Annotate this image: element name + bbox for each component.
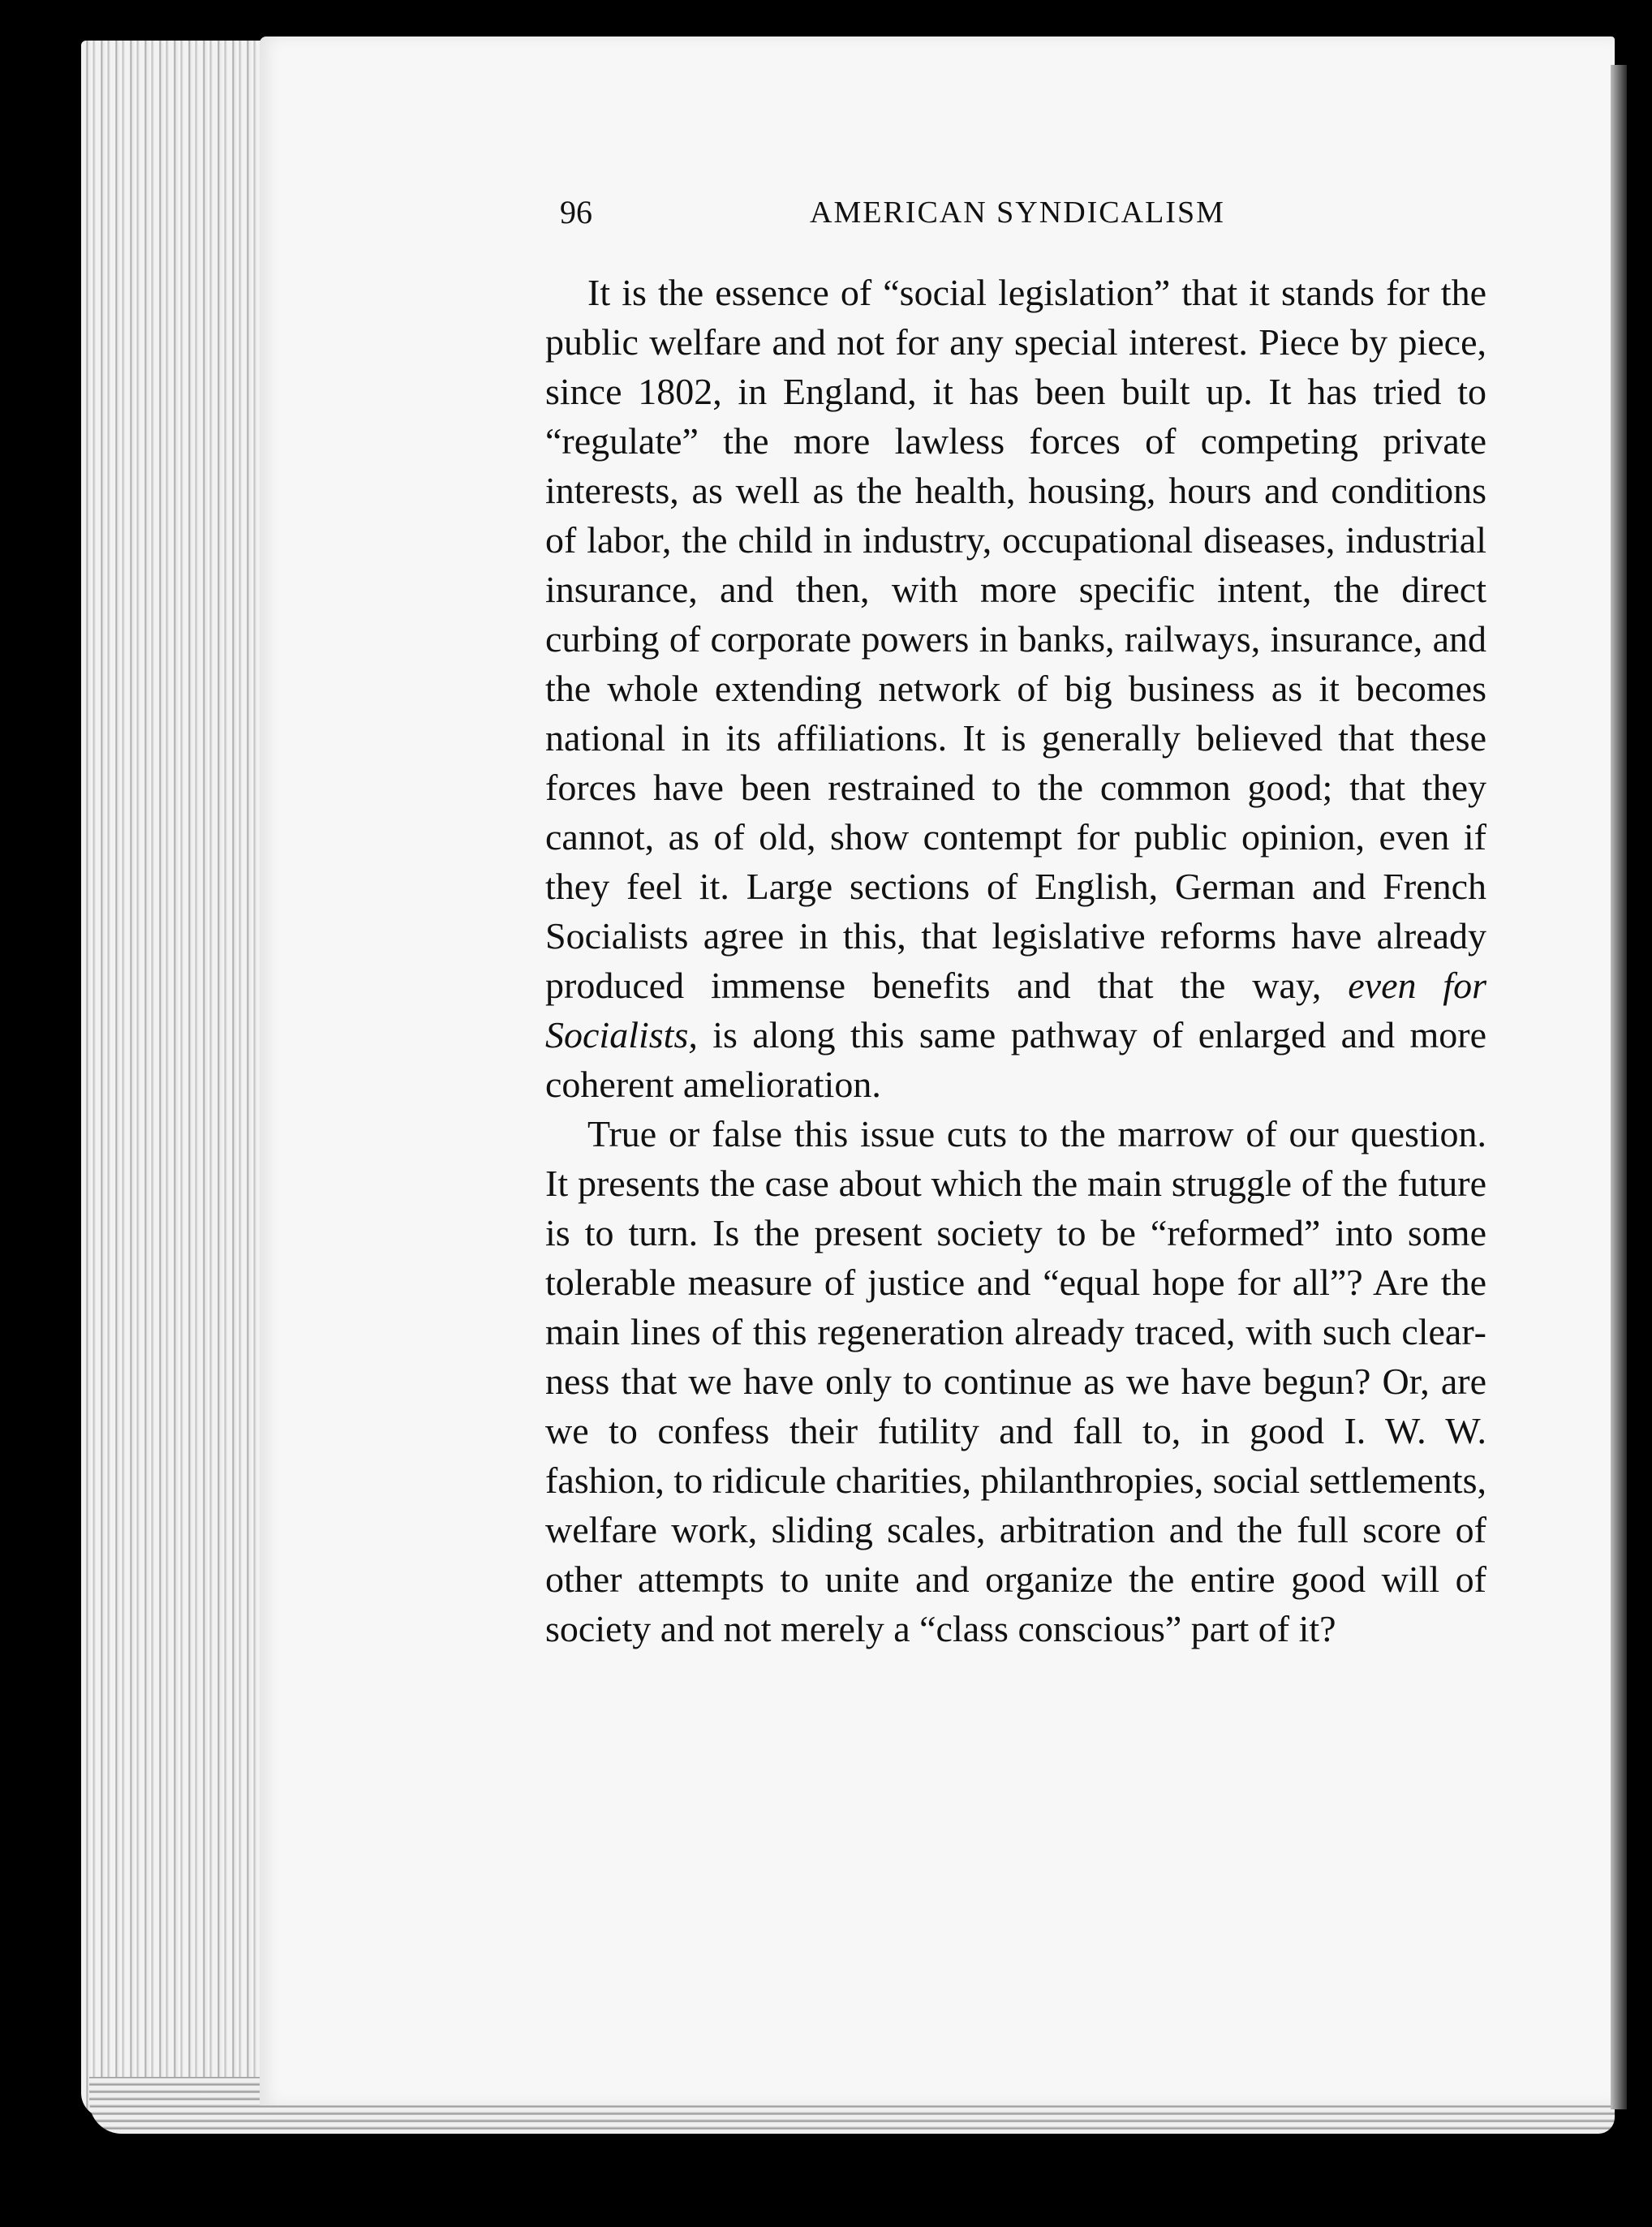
page-edges-left bbox=[81, 41, 276, 2117]
paragraph-2: True or false this issue cuts to the marrow of our question. It presents the case about which the main struggle of the future is to turn. Is the present society to be “reformed” into some tolerable measure of justice and “equal hope for all”? Are the main lines of this regeneration already traced, with such clearness that we have only to continue as we have begun? Or, are we to confess their futility and fall to, in good I. W. W. fashion, to ridicule charities, philanthropies, social settlements, welfare work, sliding scales, arbitration and the full score of other attempts to unite and organize the entire good will of society and not merely a “class conscious” part of it? bbox=[545, 1113, 1486, 1649]
body-text bbox=[545, 268, 1486, 1653]
page-number: 96 bbox=[560, 194, 592, 230]
running-title: AMERICAN SYNDICALISM bbox=[810, 196, 1225, 230]
paragraph-1-part-2: is along this same pathway of enlarged and more coherent amelioration. bbox=[545, 1014, 1486, 1105]
paragraph-1-italic: even for Socialists, bbox=[545, 965, 1486, 1055]
paragraph-1 bbox=[545, 268, 1486, 1109]
running-head bbox=[560, 193, 1250, 242]
paragraph-1-part-1: It is the essence of “social legislation” that it stands for the public welfare and not for any special interest. Piece by piece, since 1802, in England, it has been built up. It has tried to “regulate” the more lawless forces of competing private interests, as well as the health, housing, hours and conditions of labor, the child in industry, occupational diseases, industrial insurance, and then, with more specific intent, the direct curbing of corporate powers in banks, railways, insurance, and the whole extending network of big business as it becomes national in its affiliations. It is generally believed that these forces have been restrained to the common good; that they cannot, as of old, show contempt for public opinion, even if they feel it. Large sections of English, German and French Socialists agree in this, that legislative reforms have already produced immense benefits and that the way, bbox=[545, 272, 1486, 1006]
gutter-shadow bbox=[1611, 65, 1627, 2109]
